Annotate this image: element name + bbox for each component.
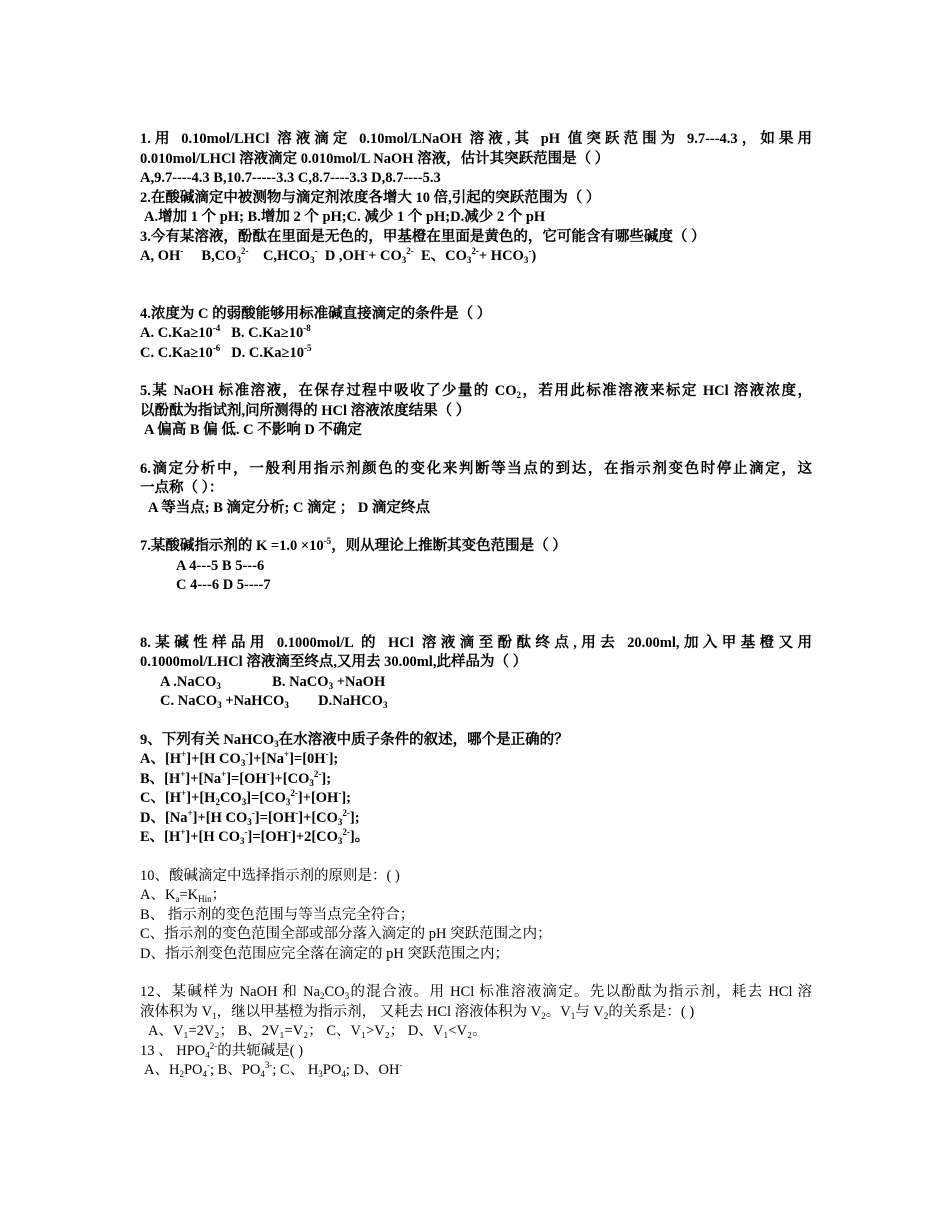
q4-line-1: 4.浓度为 C 的弱酸能够用标准碱直接滴定的条件是（ ） xyxy=(140,305,492,322)
q6-line-2: 一点称（ ）： xyxy=(140,480,224,496)
q13-line-1: 13 、 $HPO_4^{2-}$的共轭碱是( ) xyxy=(140,1040,304,1060)
q8-option-b: B. NaCO$_3$ +NaOH xyxy=(272,673,386,691)
q6-options: A 等当点; B 滴定分析; C 滴定 ； D 滴定终点 xyxy=(148,499,430,516)
q8-option-c: C. NaCO$_3$ +NaHCO$_3$ xyxy=(160,693,289,710)
q12-line-1: 12、某碱样为 NaOH 和 $Na_2CO_3$的混合液。用 HCl 标准溶液滴定。先以酚酞为指示剂，耗去 HCl 溶 xyxy=(140,984,812,1001)
q8-options-cd xyxy=(140,692,812,712)
q9-option-c: C、$[H^+]+[H_2CO_3]=[CO_3^{2-}]+[OH^-]$; xyxy=(140,788,352,807)
q5-options: A 偏高 B 偏 低. C 不影响 D 不确定 xyxy=(144,422,362,438)
q5-line-1: 5.某 NaOH 标准溶液，在保存过程中吸收了少量的 $CO_2$，若用此标准溶液来标定 HCl 溶液浓度， xyxy=(140,383,813,400)
q10-option-c: C、指示剂的变色范围全部或部分落入滴定的 pH 突跃范围之内； xyxy=(140,926,552,942)
q1-line-1: 1.用 0.10mol/LHCl 溶液滴定 0.10mol/LNaOH 溶液,其 pH 值突跃范围为 9.7---4.3，如果用 xyxy=(140,131,812,147)
q2-options: A.增加 1 个 pH; B.增加 2 个 pH;C. 减少 1 个 pH;D.减少 2 个 pH xyxy=(144,209,546,225)
q1-line-2: 0.010mol/LHCl 溶液滴定 0.010mol/L NaOH 溶液，估计其突跃范围是（ ） xyxy=(140,150,610,167)
q1-options: A,9.7----4.3 B,10.7-----3.3 C,8.7----3.3 D,8.7----5.3 xyxy=(140,170,441,186)
q3-options xyxy=(140,247,812,267)
q2-line-1: 2.在酸碱滴定中被测物与滴定剂浓度各增大 10 倍,引起的突跃范围为（ ） xyxy=(140,189,601,206)
q3-option-a: A, OH- xyxy=(140,246,184,264)
q5-line-2: 以酚酞为指试剂,问所测得的 HCl 溶液浓度结果（ ） xyxy=(140,402,471,419)
q4-option-c: C. $C.Ka\ge 10^{-6}$ xyxy=(140,342,221,361)
q12-options: A、V₁=2V₂； B、2V₁=V₂； C、V₁>V₂； D、V₁<V₂。 xyxy=(148,1023,487,1039)
q3-line-1: 3.今有某溶液，酚酞在里面是无色的，甲基橙在里面是黄色的，它可能含有哪些碱度（ ） xyxy=(140,228,706,245)
q8-options-ab xyxy=(140,673,812,693)
q7-options-ab: A 4---5 B 5---6 xyxy=(176,557,265,574)
q9-option-d: D、[Na+]+[H $CO_3^-]=[OH^-]+[CO_3^{2-}]$; xyxy=(140,807,360,827)
exam-page xyxy=(140,130,812,1081)
q4-options-ab xyxy=(140,324,812,344)
q13-options: A、$H_2PO_4^-$; B、$PO_4^{3-}$; C、 $H_3PO_4$; D、OH- xyxy=(144,1060,403,1079)
q4-options-cd xyxy=(140,344,812,364)
q10-line-1: 10、酸碱滴定中选择指示剂的原则是：( ) xyxy=(140,867,400,884)
q3-option-b: $B,CO_3^{2-}$ xyxy=(201,246,249,265)
q3-option-d: D $,OH^-+ CO_3^{2-}$ xyxy=(324,246,414,265)
q12-line-2: 液体积为 $V_1$，继以甲基橙为指示剂， 又耗去 HCl 溶液体积为 $V_2$。$V_1$与 $V_2$的关系是：( ) xyxy=(140,1003,695,1021)
q7-options-cd: C 4---6 D 5----7 xyxy=(176,577,271,593)
q9-option-b: B、$[H^+]+[Na^+]=[OH^-]+[CO_3^{2-}]$; xyxy=(140,768,332,788)
q10-option-a: A、$K_a=K_{Hin}$； xyxy=(140,887,227,904)
q10-option-b: B、 指示剂的变色范围与等当点完全符合； xyxy=(140,906,415,923)
q4-option-d: D. $C.Ka\ge 10^{-5}$ xyxy=(231,342,312,361)
q4-option-a: A. $C.Ka\ge 10^{-4}$ xyxy=(140,323,221,341)
q7-line-1: 7.某酸碱指示剂的 $K =1.0 \times 10^{-5}$，则从理论上推断其变色范围是（ ） xyxy=(140,536,567,554)
q6-line-1: 6.滴定分析中，一般利用指示剂颜色的变化来判断等当点的到达，在指示剂变色时停止滴定，这 xyxy=(140,460,812,477)
q9-option-e: E、[H+]+[H $CO_3^-]=[OH^-]+2[CO_3^{2-}]$。 xyxy=(140,827,370,846)
q8-option-a: A .NaCO$_3$ xyxy=(160,673,221,691)
q10-option-d: D、指示剂变色范围应完全落在滴定的 pH 突跃范围之内； xyxy=(140,945,509,962)
q3-option-e: E、$CO_3^{2-}+ HCO_3^-$) xyxy=(421,246,537,265)
q8-line-1: 8.某碱性样品用 0.1000mol/L 的 HCl 溶液滴至酚酞终点,用去 20.00ml,加入甲基橙又用 xyxy=(140,634,812,651)
q8-option-d: D.NaHCO$_3$ xyxy=(318,693,388,710)
q9-line-1: 9、下列有关 NaHCO$_3$在水溶液中质子条件的叙述，哪个是正确的？ xyxy=(140,731,569,749)
q9-option-a: A、[H+]+[H $CO_3^-]+[Na^+]=[0H^-]$; xyxy=(140,749,339,768)
q8-line-2: 0.1000mol/LHCl 溶液滴至终点,又用去 30.00ml,此样品为（ ） xyxy=(140,654,528,670)
q3-option-c: $C,HCO_3^-$ xyxy=(262,246,318,265)
q4-option-b: B. $C.Ka\ge 10^{-8}$ xyxy=(231,323,311,341)
